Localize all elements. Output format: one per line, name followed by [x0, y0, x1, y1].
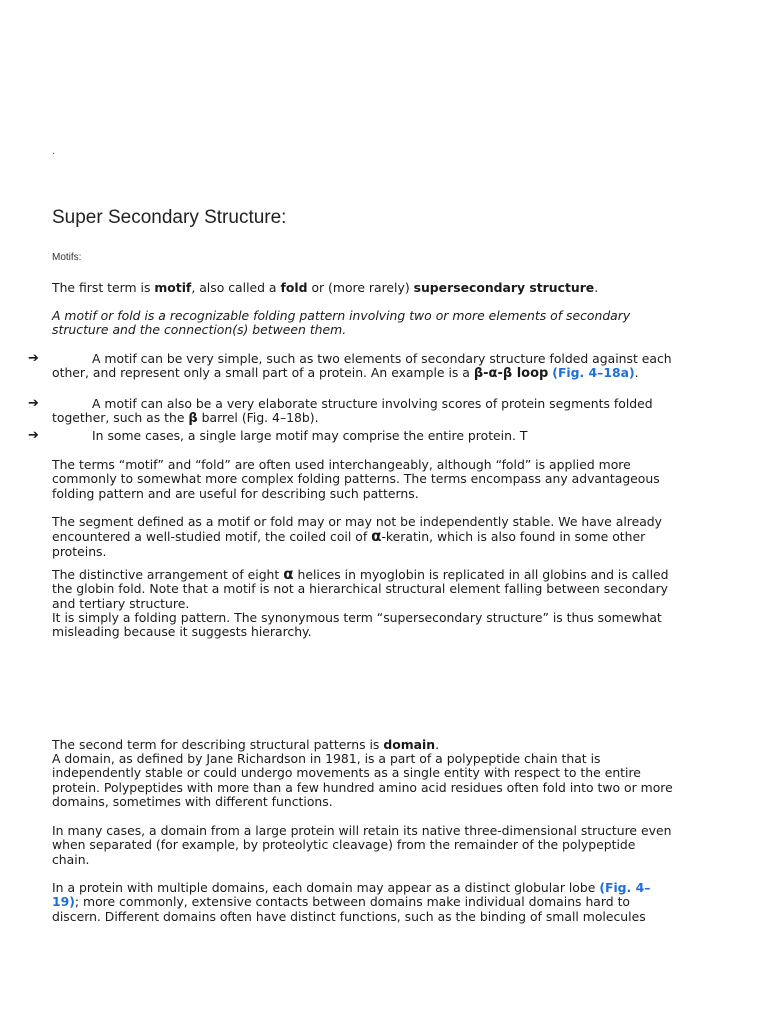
text-run: , also called a [191, 280, 281, 295]
text-run: In some cases, a single large motif may comprise the entire protein. T [92, 428, 528, 443]
arrow-bullet-icon: ➔ [28, 428, 39, 443]
figure-link[interactable]: (Fig. 4–18a) [552, 365, 635, 381]
arrow-bullet-icon: ➔ [28, 396, 39, 411]
text-run: ; more commonly, extensive contacts between domains make individual domains hard to discern. Different domains often have distinct functions, such as the binding of small molecules [52, 894, 646, 924]
paragraph-folding-pattern: It is simply a folding pattern. The synonymous term “supersecondary structure” is thus somewhat misleading because it suggests hierarchy. [52, 610, 662, 640]
paragraph-globin [52, 567, 674, 611]
text-run: The first term is [52, 280, 155, 295]
greek-alpha: α [283, 565, 294, 583]
figure-link[interactable]: (Fig. 4–19) [52, 880, 651, 910]
greek-beta: β [188, 411, 198, 427]
paragraph-multiple-domains [52, 881, 674, 924]
term-fold: fold [280, 280, 308, 295]
text-run: The segment defined as a motif or fold may or may not be independently stable. We have already encountered a well-studied motif, the coiled coil of [52, 514, 663, 545]
paragraph-terms: The terms “motif” and “fold” are often used interchangeably, although “fold” is applied more commonly to somewhat more complex folding patterns. The terms encompass any advantageous folding pattern and are useful for describing such patterns. [52, 457, 660, 501]
text-run: The second term for describing structural patterns is [52, 737, 384, 752]
text-run: -keratin, which is also found in some other proteins. [52, 529, 646, 559]
text-run: The distinctive arrangement of eight [52, 567, 284, 582]
bullet-text [52, 352, 674, 382]
text-run: A motif can also be a very elaborate structure involving scores of protein segments folded together, such as the [52, 396, 653, 426]
text-run: In a protein with multiple domains, each domain may appear as a distinct globular lobe [52, 880, 600, 895]
paragraph-domain-retain: In many cases, a domain from a large protein will retain its native three-dimensional structure even when separated (for example, by proteolytic cleavage) from the remainder of the polypeptide chain. [52, 823, 672, 867]
motif-definition: A motif or fold is a recognizable folding pattern involving two or more elements of secondary structure and the connection(s) between them. [52, 308, 631, 338]
paragraph-motif-intro [52, 281, 674, 295]
text-run: or (more rarely) [307, 280, 414, 295]
paragraph-segment [52, 515, 674, 559]
bullet-text [52, 429, 674, 443]
paragraph-domain-definition: A domain, as defined by Jane Richardson in 1981, is a part of a polypeptide chain that is independently stable or could undergo movements as a single entity with respect to the entire protein. Polypeptides with more than a few hundred amino acid residues often fold into two or more domains, sometimes with different functions. [52, 751, 673, 810]
bullet-item [28, 428, 674, 443]
bullet-item [28, 396, 674, 427]
term-supersecondary: supersecondary structure [413, 280, 595, 295]
greek-alpha: α [371, 527, 382, 546]
term-beta-alpha-beta-loop: β-α-β loop [473, 366, 549, 382]
text-run: A motif can be very simple, such as two elements of secondary structure folded against each other, and represent only a small part of a protein. An example is a [52, 351, 672, 381]
section-subheading: Motifs: [52, 252, 82, 263]
text-run: . [435, 737, 440, 752]
arrow-bullet-icon: ➔ [28, 351, 39, 366]
header-dot: . [52, 146, 56, 157]
term-domain: domain [383, 737, 436, 752]
text-run: helices in myoglobin is replicated in all globins and is called the globin fold. Note that a motif is not a hierarchical structural element falling between secondary and tertiary structure. [52, 567, 669, 611]
text-run: . [594, 280, 599, 295]
bullet-item [28, 351, 674, 382]
term-motif: motif [154, 280, 192, 295]
text-run: barrel (Fig. 4–18b). [197, 410, 319, 426]
bullet-text [52, 397, 674, 427]
page-title: Super Secondary Structure: [52, 207, 287, 228]
text-run: . [634, 365, 639, 381]
